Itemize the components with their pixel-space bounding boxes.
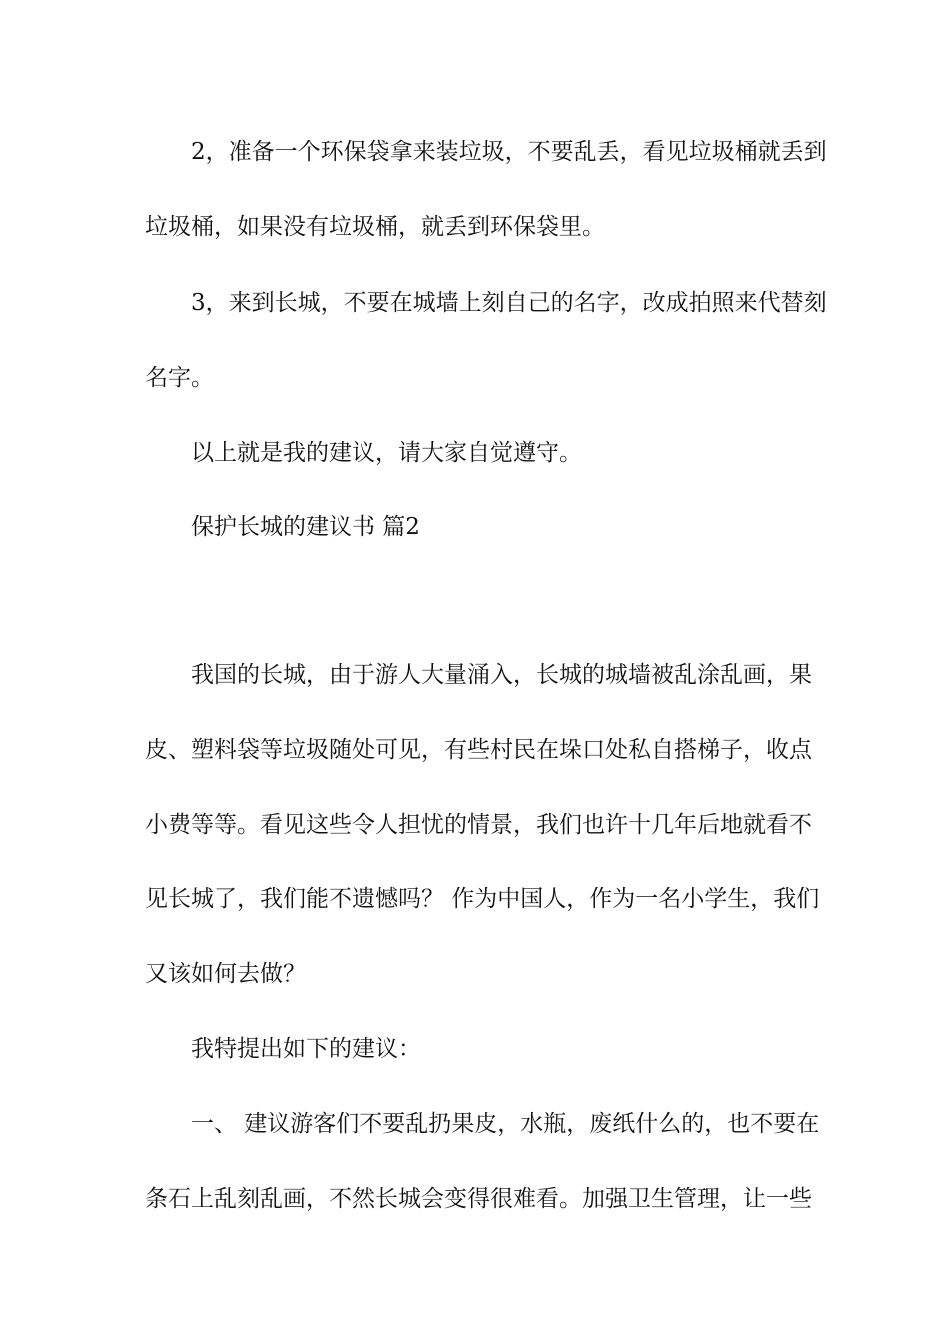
paragraph-line: 垃圾桶，如果没有垃圾桶，就丢到环保袋里。 xyxy=(145,214,605,240)
paragraph-line: 一、 建议游客们不要乱扔果皮，水瓶，废纸什么的，也不要在 xyxy=(191,1111,820,1137)
paragraph-line: 我特提出如下的建议： xyxy=(191,1036,421,1062)
paragraph-line: 见长城了，我们能不遗憾吗？ 作为中国人，作为一名小学生，我们 xyxy=(145,886,820,912)
paragraph-line: 名字。 xyxy=(145,365,214,391)
paragraph-line: 又该如何去做？ xyxy=(145,961,306,987)
paragraph-line: 皮、塑料袋等垃圾随处可见，有些村民在垛口处私自搭梯子，收点 xyxy=(145,737,812,763)
paragraph-line: 条石上乱刻乱画，不然长城会变得很难看。加强卫生管理，让一些 xyxy=(145,1186,812,1212)
paragraph-line: 小费等等。看见这些令人担忧的情景，我们也许十几年后地就看不 xyxy=(145,812,812,838)
paragraph-line: 以上就是我的建议，请大家自觉遵守。 xyxy=(191,440,582,466)
paragraph-line: 2，准备一个环保袋拿来装垃圾，不要乱丢，看见垃圾桶就丢到 xyxy=(191,139,827,165)
section-heading: 保护长城的建议书 篇2 xyxy=(191,514,420,540)
paragraph-line: 我国的长城，由于游人大量涌入，长城的城墙被乱涂乱画，果 xyxy=(191,662,812,688)
paragraph-line: 3，来到长城，不要在城墙上刻自己的名字，改成拍照来代替刻 xyxy=(191,290,827,316)
